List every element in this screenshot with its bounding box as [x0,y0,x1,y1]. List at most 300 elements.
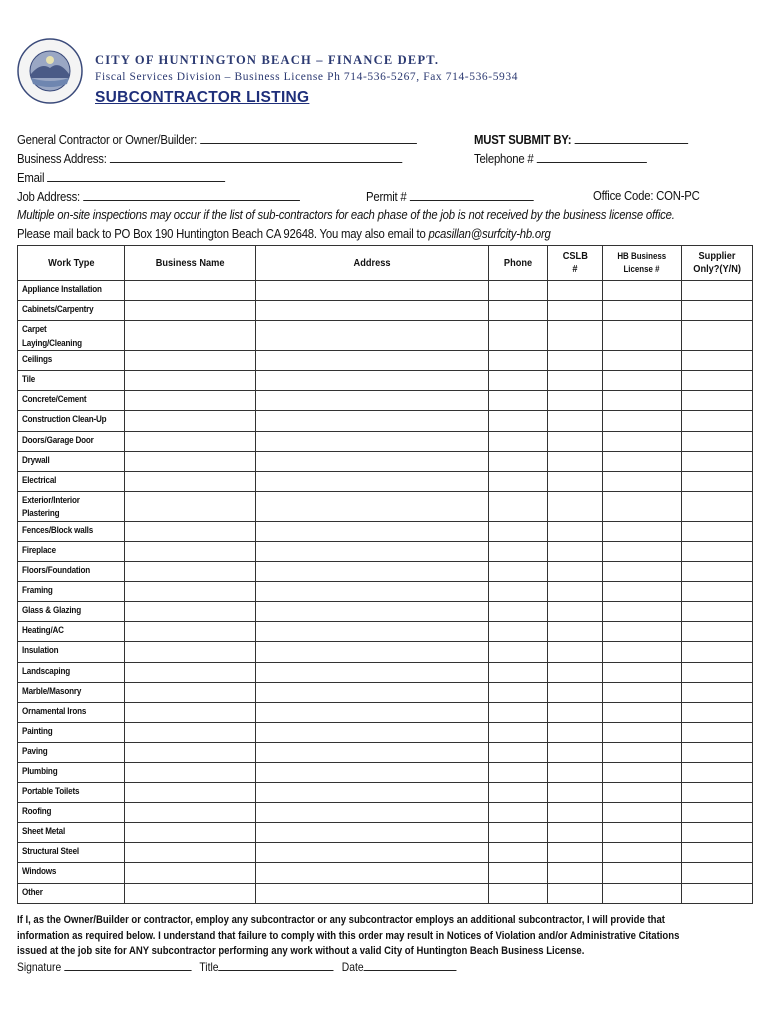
inspection-notice: Multiple on-site inspections may occur if the list of sub-contractors for each phase of the job is not received by the business license office. [17,207,675,222]
cell-business-name[interactable] [125,281,256,301]
header-supplier-only: Supplier Only?(Y/N) [682,246,753,281]
work-type-label: Structural Steel [22,846,79,857]
business-address-label: Business Address: [17,151,107,166]
cell-cslb[interactable] [548,301,603,321]
work-type-label: Construction Clean-Up [22,414,107,425]
table-row [18,803,753,823]
cell-address[interactable] [256,582,489,602]
cell-supplier-only[interactable] [682,702,753,722]
cell-cslb[interactable] [548,783,603,803]
work-type-label: Ceilings [22,354,53,365]
cell-address[interactable] [256,321,489,351]
job-address-label: Job Address: [17,189,80,204]
cell-hb-license[interactable] [603,351,682,371]
cell-cslb[interactable] [548,762,603,782]
cell-phone[interactable] [489,301,548,321]
cell-hb-license[interactable] [603,843,682,863]
cell-address[interactable] [256,491,489,521]
title-label: Title [199,960,219,974]
header-work-type: Work Type [18,246,125,281]
cell-work-type [18,281,125,301]
table-row [18,541,753,561]
cell-phone[interactable] [489,391,548,411]
email-label: Email [17,170,45,185]
cell-work-type [18,702,125,722]
cell-business-name[interactable] [125,823,256,843]
cell-work-type [18,351,125,371]
cell-phone[interactable] [489,662,548,682]
table-row [18,863,753,883]
cell-cslb[interactable] [548,662,603,682]
cell-work-type [18,471,125,491]
cell-address[interactable] [256,602,489,622]
work-type-label: Floors/Foundation [22,565,91,576]
work-type-label: Landscaping [22,665,70,676]
cell-hb-license[interactable] [603,431,682,451]
table-row [18,451,753,471]
cell-address[interactable] [256,843,489,863]
work-type-label: Ornamental Irons [22,705,87,716]
work-type-label: Glass & Glazing [22,605,81,616]
cell-cslb[interactable] [548,471,603,491]
cell-supplier-only[interactable] [682,281,753,301]
cell-cslb[interactable] [548,371,603,391]
cell-work-type [18,321,125,351]
table-row [18,562,753,582]
permit-row [366,188,533,205]
cell-address[interactable] [256,762,489,782]
cell-supplier-only[interactable] [682,642,753,662]
work-type-label: Fences/Block walls [22,524,94,535]
cell-hb-license[interactable] [603,582,682,602]
cell-work-type [18,742,125,762]
cell-hb-license[interactable] [603,541,682,561]
cell-hb-license[interactable] [603,863,682,883]
email-field[interactable] [47,169,225,182]
cell-supplier-only[interactable] [682,391,753,411]
work-type-label: Other [22,886,43,897]
cell-phone[interactable] [489,803,548,823]
cell-supplier-only[interactable] [682,783,753,803]
work-type-label: Insulation [22,645,59,656]
cell-cslb[interactable] [548,843,603,863]
cell-business-name[interactable] [125,783,256,803]
cell-phone[interactable] [489,582,548,602]
work-type-label: Framing [22,585,53,596]
cell-phone[interactable] [489,371,548,391]
cell-address[interactable] [256,431,489,451]
cell-supplier-only[interactable] [682,541,753,561]
cell-hb-license[interactable] [603,411,682,431]
cell-hb-license[interactable] [603,642,682,662]
cell-hb-license[interactable] [603,321,682,351]
cell-phone[interactable] [489,411,548,431]
cell-work-type [18,622,125,642]
cell-work-type [18,371,125,391]
work-type-label: Concrete/Cement [22,394,87,405]
cell-hb-license[interactable] [603,883,682,903]
work-type-label: Plumbing [22,765,58,776]
cell-cslb[interactable] [548,823,603,843]
cell-supplier-only[interactable] [682,602,753,622]
cell-hb-license[interactable] [603,702,682,722]
cell-work-type [18,662,125,682]
email-row [17,169,225,186]
cell-address[interactable] [256,722,489,742]
cell-address[interactable] [256,662,489,682]
cell-phone[interactable] [489,602,548,622]
cell-cslb[interactable] [548,602,603,622]
must-submit-field[interactable] [574,131,688,144]
cell-address[interactable] [256,823,489,843]
business-address-field[interactable] [110,150,402,163]
work-type-label: Portable Toilets [22,786,80,797]
cell-supplier-only[interactable] [682,843,753,863]
cell-business-name[interactable] [125,371,256,391]
cell-work-type [18,491,125,521]
cell-cslb[interactable] [548,622,603,642]
cell-supplier-only[interactable] [682,622,753,642]
cell-hb-license[interactable] [603,451,682,471]
header-hb-license: HB Business License # [603,246,682,281]
cell-address[interactable] [256,562,489,582]
cell-supplier-only[interactable] [682,431,753,451]
cell-business-name[interactable] [125,582,256,602]
table-row [18,371,753,391]
work-type-label: Doors/Garage Door [22,434,94,445]
cell-phone[interactable] [489,541,548,561]
header-address: Address [256,246,489,281]
cell-phone[interactable] [489,281,548,301]
cell-address[interactable] [256,281,489,301]
cell-hb-license[interactable] [603,391,682,411]
cell-supplier-only[interactable] [682,471,753,491]
cell-address[interactable] [256,301,489,321]
cell-supplier-only[interactable] [682,722,753,742]
cell-cslb[interactable] [548,431,603,451]
cell-business-name[interactable] [125,883,256,903]
cell-work-type [18,521,125,541]
cell-supplier-only[interactable] [682,321,753,351]
cell-business-name[interactable] [125,562,256,582]
cell-hb-license[interactable] [603,301,682,321]
table-row [18,281,753,301]
cell-business-name[interactable] [125,301,256,321]
cell-address[interactable] [256,351,489,371]
table-row [18,843,753,863]
work-type-label: Roofing [22,806,52,817]
signature-label: Signature [17,960,62,974]
work-type-label: Appliance Installation [22,284,102,294]
cell-hb-license[interactable] [603,602,682,622]
cell-address[interactable] [256,521,489,541]
cell-supplier-only[interactable] [682,562,753,582]
cell-hb-license[interactable] [603,682,682,702]
cell-hb-license[interactable] [603,562,682,582]
cell-business-name[interactable] [125,451,256,471]
compliance-statement: If I, as the Owner/Builder or contractor, employ any subcontractor or any subcontractor employs an additional subcontractor, I will provide that information as required below. I understand that failure to comply with this order may result in Notices of Violation and/or Administrative Citations issued at the job site for ANY subcontractor performing any work without a valid City of Huntington Beach Business License. [17,914,680,957]
cell-work-type [18,411,125,431]
cell-business-name[interactable] [125,351,256,371]
table-row [18,431,753,451]
cell-business-name[interactable] [125,541,256,561]
cell-phone[interactable] [489,843,548,863]
cell-phone[interactable] [489,762,548,782]
cell-supplier-only[interactable] [682,803,753,823]
telephone-row [474,150,646,167]
telephone-field[interactable] [536,150,646,163]
cell-address[interactable] [256,541,489,561]
cell-work-type [18,562,125,582]
office-code: Office Code: CON-PC [593,188,700,203]
work-type-label: Exterior/Interior Plastering [22,494,80,519]
cell-business-name[interactable] [125,491,256,521]
cell-business-name[interactable] [125,391,256,411]
cell-hb-license[interactable] [603,783,682,803]
cell-cslb[interactable] [548,803,603,823]
permit-label: Permit # [366,189,407,204]
table-row [18,521,753,541]
cell-hb-license[interactable] [603,742,682,762]
cell-phone[interactable] [489,883,548,903]
cell-phone[interactable] [489,431,548,451]
cell-cslb[interactable] [548,351,603,371]
cell-supplier-only[interactable] [682,301,753,321]
cell-phone[interactable] [489,702,548,722]
table-row [18,321,753,351]
cell-work-type [18,883,125,903]
cell-cslb[interactable] [548,722,603,742]
table-row [18,411,753,431]
cell-cslb[interactable] [548,863,603,883]
cell-business-name[interactable] [125,411,256,431]
cell-business-name[interactable] [125,602,256,622]
cell-work-type [18,682,125,702]
work-type-label: Paving [22,745,48,756]
must-submit-label: MUST SUBMIT BY: [474,132,572,147]
cell-business-name[interactable] [125,702,256,722]
cell-address[interactable] [256,371,489,391]
cell-phone[interactable] [489,471,548,491]
cell-phone[interactable] [489,451,548,471]
table-row [18,883,753,903]
cell-work-type [18,823,125,843]
header-phone: Phone [489,246,548,281]
cell-phone[interactable] [489,783,548,803]
cell-supplier-only[interactable] [682,762,753,782]
cell-hb-license[interactable] [603,762,682,782]
mail-text: Please mail back to PO Box 190 Huntington Beach CA 92648. You may also email to [17,226,429,241]
cell-address[interactable] [256,471,489,491]
cell-work-type [18,582,125,602]
cell-supplier-only[interactable] [682,582,753,602]
form-title: SUBCONTRACTOR LISTING [95,89,310,106]
cell-phone[interactable] [489,682,548,702]
cell-hb-license[interactable] [603,491,682,521]
cell-hb-license[interactable] [603,521,682,541]
table-row [18,762,753,782]
cell-business-name[interactable] [125,742,256,762]
division-contact-line: Fiscal Services Division – Business License Ph 714-536-5267, Fax 714-536-5934 [95,71,519,83]
cell-business-name[interactable] [125,682,256,702]
cell-phone[interactable] [489,351,548,371]
cell-address[interactable] [256,622,489,642]
cell-hb-license[interactable] [603,823,682,843]
cell-cslb[interactable] [548,541,603,561]
cell-phone[interactable] [489,562,548,582]
cell-work-type [18,642,125,662]
cell-business-name[interactable] [125,722,256,742]
cell-hb-license[interactable] [603,471,682,491]
must-submit-row [474,131,688,148]
cell-business-name[interactable] [125,521,256,541]
cell-business-name[interactable] [125,321,256,351]
cell-cslb[interactable] [548,642,603,662]
cell-hb-license[interactable] [603,662,682,682]
city-seal-logo [17,38,83,104]
table-row [18,301,753,321]
cell-cslb[interactable] [548,682,603,702]
cell-supplier-only[interactable] [682,411,753,431]
job-address-field[interactable] [83,188,300,201]
cell-business-name[interactable] [125,762,256,782]
cell-address[interactable] [256,702,489,722]
cell-work-type [18,301,125,321]
work-type-label: Tile [22,374,36,385]
cell-phone[interactable] [489,521,548,541]
cell-phone[interactable] [489,622,548,642]
cell-business-name[interactable] [125,431,256,451]
cell-address[interactable] [256,391,489,411]
subcontractor-table [17,245,753,904]
cell-address[interactable] [256,451,489,471]
cell-cslb[interactable] [548,702,603,722]
permit-field[interactable] [409,188,533,201]
cell-supplier-only[interactable] [682,742,753,762]
cell-cslb[interactable] [548,491,603,521]
cell-cslb[interactable] [548,391,603,411]
cell-supplier-only[interactable] [682,491,753,521]
cell-address[interactable] [256,411,489,431]
date-field[interactable] [364,960,457,971]
cell-cslb[interactable] [548,451,603,471]
cell-business-name[interactable] [125,863,256,883]
cell-cslb[interactable] [548,281,603,301]
business-address-row [17,150,402,167]
cell-supplier-only[interactable] [682,521,753,541]
title-field[interactable] [218,960,333,971]
work-type-label: Painting [22,725,53,736]
job-address-row [17,188,300,205]
cell-phone[interactable] [489,742,548,762]
table-row [18,662,753,682]
cell-hb-license[interactable] [603,371,682,391]
cell-cslb[interactable] [548,521,603,541]
cell-business-name[interactable] [125,662,256,682]
cell-cslb[interactable] [548,321,603,351]
cell-business-name[interactable] [125,843,256,863]
cell-address[interactable] [256,803,489,823]
cell-phone[interactable] [489,642,548,662]
cell-address[interactable] [256,863,489,883]
cell-phone[interactable] [489,491,548,521]
cell-supplier-only[interactable] [682,351,753,371]
cell-cslb[interactable] [548,742,603,762]
table-row [18,602,753,622]
cell-address[interactable] [256,642,489,662]
cell-supplier-only[interactable] [682,883,753,903]
table-row [18,682,753,702]
cell-address[interactable] [256,783,489,803]
cell-supplier-only[interactable] [682,662,753,682]
cell-cslb[interactable] [548,562,603,582]
cell-work-type [18,541,125,561]
cell-work-type [18,431,125,451]
cell-phone[interactable] [489,863,548,883]
general-contractor-field[interactable] [200,131,417,144]
cell-work-type [18,843,125,863]
cell-work-type [18,391,125,411]
cell-work-type [18,783,125,803]
general-contractor-row [17,131,417,148]
table-row [18,491,753,521]
cell-business-name[interactable] [125,622,256,642]
telephone-label: Telephone # [474,151,534,166]
work-type-label: Cabinets/Carpentry [22,304,94,315]
work-type-label: Windows [22,866,57,877]
work-type-label: Drywall [22,454,50,465]
cell-hb-license[interactable] [603,281,682,301]
cell-work-type [18,803,125,823]
cell-supplier-only[interactable] [682,451,753,471]
table-row [18,471,753,491]
cell-work-type [18,863,125,883]
cell-business-name[interactable] [125,471,256,491]
cell-hb-license[interactable] [603,722,682,742]
cell-cslb[interactable] [548,582,603,602]
cell-supplier-only[interactable] [682,863,753,883]
cell-address[interactable] [256,682,489,702]
table-row [18,391,753,411]
cell-address[interactable] [256,742,489,762]
cell-supplier-only[interactable] [682,823,753,843]
general-contractor-label: General Contractor or Owner/Builder: [17,132,198,147]
cell-phone[interactable] [489,722,548,742]
cell-cslb[interactable] [548,411,603,431]
cell-cslb[interactable] [548,883,603,903]
work-type-label: Marble/Masonry [22,685,82,696]
cell-supplier-only[interactable] [682,371,753,391]
cell-phone[interactable] [489,823,548,843]
cell-address[interactable] [256,883,489,903]
signature-field[interactable] [64,960,191,971]
table-row [18,823,753,843]
cell-business-name[interactable] [125,803,256,823]
cell-phone[interactable] [489,321,548,351]
table-row [18,642,753,662]
table-row [18,742,753,762]
mail-email-link[interactable]: pcasillan@surfcity-hb.org [428,226,551,241]
table-row [18,722,753,742]
cell-supplier-only[interactable] [682,682,753,702]
cell-work-type [18,762,125,782]
work-type-label: Electrical [22,474,57,485]
cell-hb-license[interactable] [603,622,682,642]
cell-hb-license[interactable] [603,803,682,823]
signature-row [17,960,456,974]
cell-business-name[interactable] [125,642,256,662]
work-type-label: Sheet Metal [22,826,66,837]
